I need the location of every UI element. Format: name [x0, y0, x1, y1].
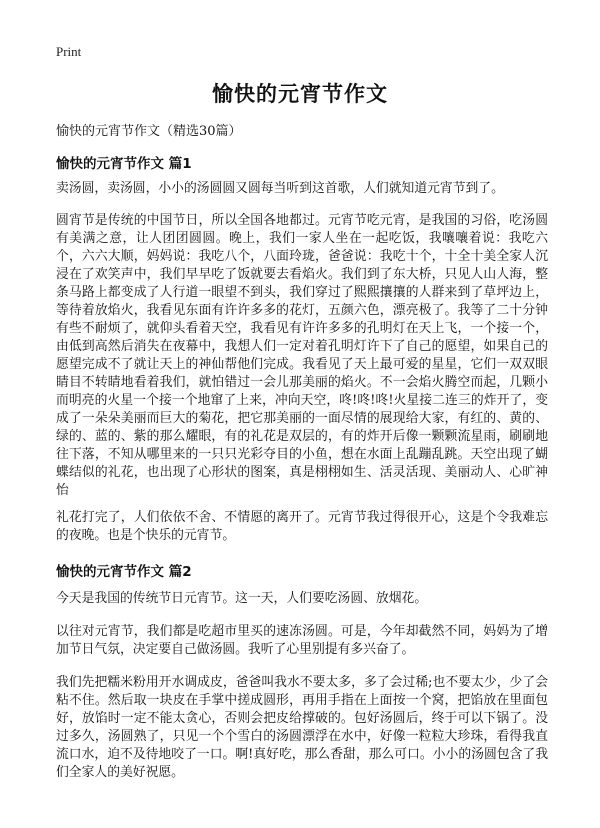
section-2-paragraph-3: 我们先把糯米粉用开水调成皮，爸爸叫我水不要太多，多了会过稀;也不要太少，少了会粘不住。然后取一块皮在手掌中搓成圆形，再用手指在上面按一个窝，把馅放在里面包好，放馅时一定不能太贪心，否则会把皮给撑破的。包好汤圆后，终于可以下锅了。没过多久，汤圆熟了，只见一个个雪白的汤圆漂浮在水中，好像一粒粒大珍珠，看得我直流口水，迫不及待地咬了一口。啊!真好吃，那么香甜，那么可口。小小的汤圆包含了我们全家人的美好祝愿。: [56, 675, 548, 780]
document-title: 愉快的元宵节作文: [212, 82, 388, 106]
section-2-paragraph-1: 今天是我国的传统节日元宵节。这一天，人们要吃汤圆、放烟花。: [56, 591, 428, 606]
section-1-paragraph-2: 圆宵节是传统的中国节日，所以全国各地都过。元宵节吃元宵，是我国的习俗，吃汤圆有美满之意，让人团团圆圆。晚上，我们一家人坐在一起吃饭，我嚷嚷着说：我吃六个，六六大顺，妈妈说：我吃八个，八面玲珑，爸爸说：我吃十个，十全十美全家人沉浸在了欢笑声中，我们早早吃了饭就要去看焰火。我们到了东大桥，只见人山人海，整条马路上都变成了人行道一眼望不到头，我们穿过了熙熙攘攘的人群来到了草坪边上，等待着放焰火，我看见东面有许许多多的花灯，五颜六色，漂亮极了。我等了二十分钟有些不耐烦了，就仰头看着天空，我看见有许许多多的孔明灯在天上飞，一个接一个，由低到高然后消失在夜幕中，我想人们一定对着孔明灯许下了自己的愿望，如果自己的愿望完成不了就让天上的神仙帮他们完成。我看见了天上最可爱的星星，它们一双双眼睛目不转睛地看着我们，就怕错过一会儿那美丽的焰火。不一会焰火腾空而起，几颗小而明亮的火星一个接一个地窜了上来，冲向天空，咚!咚!咚!火星接二连三的炸开了，变成了一朵朵美丽而巨大的菊花，把它那美丽的一面尽情的展现给大家，有红的、黄的、绿的、蓝的、紫的那么耀眼，有的礼花是双层的，有的炸开后像一颗颗流星雨，刷刷地往下落，不知从哪里来的一只只光彩夺目的小鱼，想在水面上乱蹦乱跳。天空出现了蝴蝶结似的礼花，也出现了心形状的图案，真是栩栩如生、活灵活现、美丽动人、心旷神怡: [56, 213, 548, 498]
section-heading-1: 愉快的元宵节作文 篇1: [56, 156, 192, 172]
document-subtitle: 愉快的元宵节作文（精选30篇）: [56, 124, 242, 139]
section-heading-2: 愉快的元宵节作文 篇2: [56, 564, 192, 580]
section-1-paragraph-1: 卖汤圆，卖汤圆，小小的汤圆圆又圆每当听到这首歌，人们就知道元宵节到了。: [56, 181, 504, 196]
section-2-paragraph-2: 以往对元宵节，我们都是吃超市里买的速冻汤圆。可是，今年却截然不同，妈妈为了增加节日气氛，决定要自己做汤圆。我听了心里别提有多兴奋了。: [56, 624, 548, 657]
section-1-paragraph-3: 礼花打完了，人们依依不舍、不情愿的离开了。元宵节我过得很开心，这是个令我难忘的夜晚。也是个快乐的元宵节。: [56, 510, 548, 543]
print-link[interactable]: Print: [56, 44, 82, 59]
